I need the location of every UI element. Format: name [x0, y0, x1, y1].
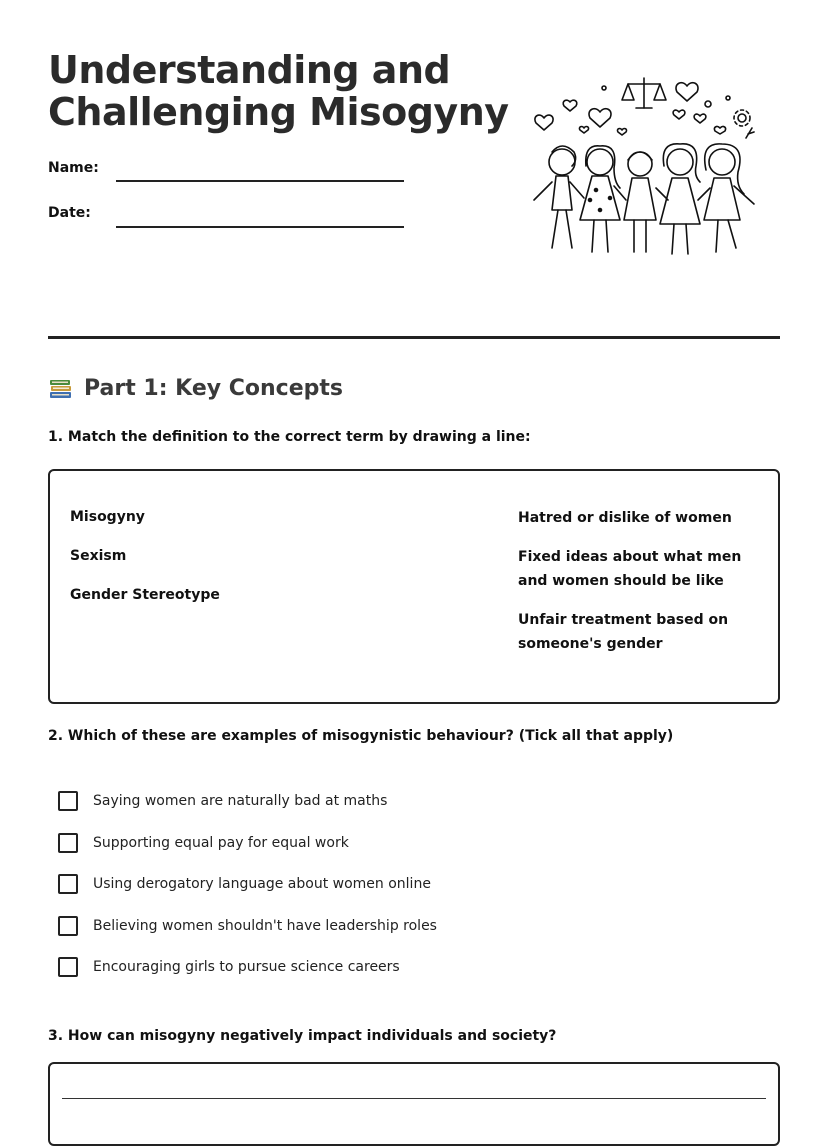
checkbox[interactable]	[58, 916, 78, 936]
definition-item[interactable]: Hatred or dislike of women	[518, 510, 732, 526]
answer-write-line[interactable]	[62, 1098, 766, 1099]
matching-box	[48, 469, 780, 704]
checkbox-option-label: Encouraging girls to pursue science careers	[93, 959, 400, 975]
books-icon	[48, 376, 74, 402]
question-2-prompt: 2. Which of these are examples of misogynistic behaviour? (Tick all that apply)	[48, 728, 674, 744]
section-divider	[48, 336, 780, 339]
part-1-heading-text: Part 1: Key Concepts	[84, 376, 343, 401]
scales-of-justice-icon	[622, 78, 666, 108]
term-item[interactable]: Sexism	[70, 548, 127, 564]
checkbox[interactable]	[58, 957, 78, 977]
name-write-line[interactable]	[116, 180, 404, 182]
checkbox[interactable]	[58, 791, 78, 811]
girls-holding-hands-illustration	[522, 70, 772, 270]
definition-item[interactable]: Fixed ideas about what men and women should be like	[518, 549, 742, 589]
checkbox-option[interactable]	[58, 955, 400, 979]
checkbox-option-label: Using derogatory language about women online	[93, 876, 431, 892]
checkbox-option[interactable]	[58, 872, 431, 896]
definition-item[interactable]: Unfair treatment based on someone's gender	[518, 612, 729, 652]
checkbox-option[interactable]	[58, 789, 387, 813]
title-line-1: Understanding and	[48, 48, 451, 92]
question-3-prompt: 3. How can misogyny negatively impact individuals and society?	[48, 1028, 557, 1044]
checkbox-option[interactable]	[58, 831, 349, 855]
date-label: Date:	[48, 205, 91, 221]
question-1-prompt: 1. Match the definition to the correct term by drawing a line:	[48, 429, 531, 445]
term-item[interactable]: Gender Stereotype	[70, 587, 220, 603]
term-item[interactable]: Misogyny	[70, 509, 145, 525]
checkbox-option-label: Supporting equal pay for equal work	[93, 835, 349, 851]
checkbox-option-label: Saying women are naturally bad at maths	[93, 793, 388, 809]
checkbox-option-label: Believing women shouldn't have leadership roles	[93, 918, 437, 934]
girls-group-icon	[534, 144, 754, 254]
checkbox-option[interactable]	[58, 914, 437, 938]
answer-box[interactable]	[48, 1062, 780, 1146]
name-label: Name:	[48, 160, 99, 176]
checkbox[interactable]	[58, 833, 78, 853]
worksheet-title	[48, 49, 509, 133]
checkbox[interactable]	[58, 874, 78, 894]
part-1-heading	[48, 374, 343, 404]
date-write-line[interactable]	[116, 226, 404, 228]
title-line-2: Challenging Misogyny	[48, 90, 509, 134]
